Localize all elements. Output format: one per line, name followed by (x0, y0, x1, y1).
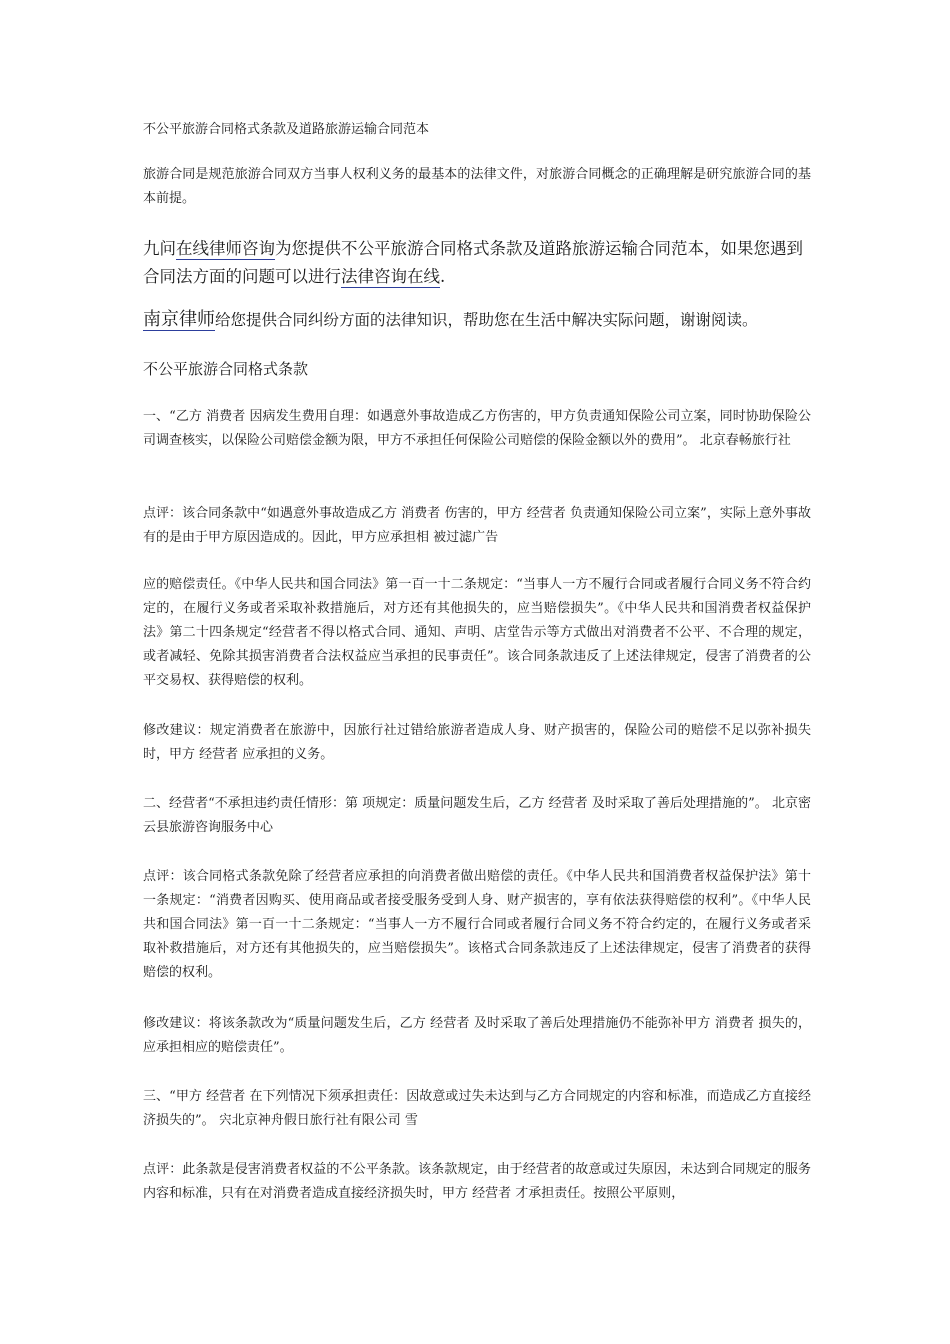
paragraph-clause-1: 一、“乙方 消费者 因病发生费用自理：如遇意外事故造成乙方伤害的，甲方负责通知保险公司立案，同时协助保险公司调查核实，以保险公司赔偿金额为限，甲方不承担任何保险公司赔偿的保险金额以外的费用”。 北京春畅旅行社 (143, 409, 811, 448)
promo2-text: 给您提供合同纠纷方面的法律知识，帮助您在生活中解决实际问题，谢谢阅读。 (215, 311, 758, 329)
promo-suffix: . (440, 267, 446, 286)
paragraph-clause-2: 二、经营者“不承担违约责任情形：第 项规定：质量问题发生后，乙方 经营者 及时采取了善后处理措施的”。 北京密云县旅游咨询服务中心 (143, 796, 811, 835)
paragraph-comment-1-cont: 应的赔偿责任。《中华人民共和国合同法》第一百一十二条规定：“当事人一方不履行合同或者履行合同义务不符合约定的，在履行义务或者采取补救措施后，对方还有其他损失的，应当赔偿损失”。《中华人民共和国消费者权益保护法》第二十四条规定“经营者不得以格式合同、通知、声明、店堂告示等方式做出对消费者不公平、不合理的规定，或者减轻、免除其损害消费者合法权益应当承担的民事责任”。该合同条款违反了上述法律规定，侵害了消费者的公平交易权、获得赔偿的权利。 (143, 577, 811, 688)
document-title: 不公平旅游合同格式条款及道路旅游运输合同范本 (143, 122, 430, 137)
nanjing-lawyer-link[interactable]: 南京律师 (143, 309, 215, 330)
paragraph-clause-3: 三、“甲方 经营者 在下列情况下须承担责任：因故意或过失未达到与乙方合同规定的内容和标准，而造成乙方直接经济损失的”。 宍北京神舟假日旅行社有限公司 雪 (143, 1089, 811, 1128)
section-heading: 不公平旅游合同格式条款 (143, 360, 309, 378)
promo-prefix: 九问 (143, 239, 176, 258)
online-lawyer-consult-link[interactable]: 在线律师咨询 (176, 239, 275, 258)
legal-consult-online-link[interactable]: 法律咨询在线 (341, 267, 440, 286)
promo-paragraph-consult (143, 235, 811, 291)
paragraph-suggestion-1: 修改建议：规定消费者在旅游中，因旅行社过错给旅游者造成人身、财产损害的，保险公司的赔偿不足以弥补损失时，甲方 经营者 应承担的义务。 (143, 723, 811, 762)
paragraph-comment-1: 点评：该合同条款中“如遇意外事故造成乙方 消费者 伤害的，甲方 经营者 负责通知保险公司立案”，实际上意外事故有的是由于甲方原因造成的。因此，甲方应承担相 被过滤广告 (143, 506, 811, 545)
promo-paragraph-nanjing (143, 306, 823, 334)
intro-paragraph: 旅游合同是规范旅游合同双方当事人权利义务的最基本的法律文件，对旅游合同概念的正确理解是研究旅游合同的基本前提。 (143, 167, 811, 206)
paragraph-comment-2: 点评：该合同格式条款免除了经营者应承担的向消费者做出赔偿的责任。《中华人民共和国消费者权益保护法》第十一条规定：“消费者因购买、使用商品或者接受服务受到人身、财产损害的，享有依法获得赔偿的权利”。《中华人民共和国合同法》第一百一十二条规定：“当事人一方不履行合同或者履行合同义务不符合约定的，在履行义务或者采取补救措施后，对方还有其他损失的，应当赔偿损失”。该格式合同条款违反了上述法律规定，侵害了消费者的获得赔偿的权利。 (143, 869, 811, 980)
paragraph-comment-3: 点评：此条款是侵害消费者权益的不公平条款。该条款规定，由于经营者的故意或过失原因，未达到合同规定的服务内容和标准，只有在对消费者造成直接经济损失时，甲方 经营者 才承担责任。按照公平原则， (143, 1162, 811, 1201)
paragraph-suggestion-2: 修改建议：将该条款改为“质量问题发生后，乙方 经营者 及时采取了善后处理措施仍不能弥补甲方 消费者 损失的，应承担相应的赔偿责任”。 (143, 1016, 811, 1055)
promo-middle: 为您提供不公平旅游合同格式条款及道路旅游运输合同范本，如果您遇到合同法方面的问题可以进行 (143, 239, 803, 286)
